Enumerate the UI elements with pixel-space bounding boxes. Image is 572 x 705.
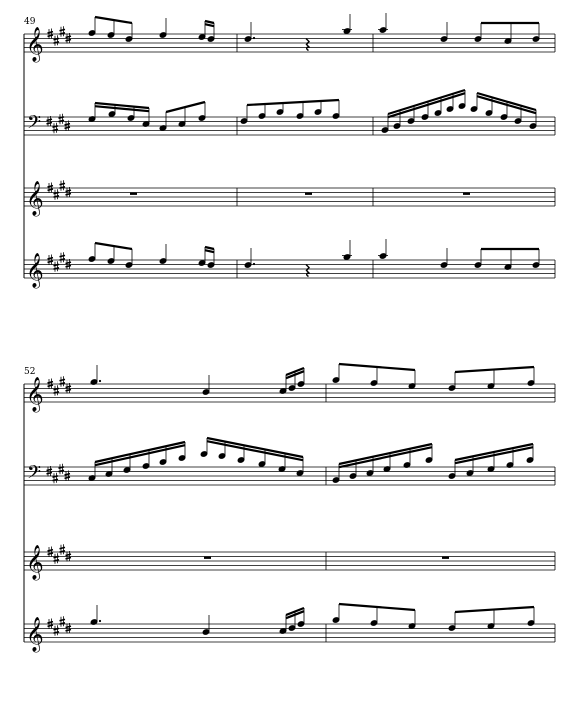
sharp-icon (60, 180, 66, 191)
sharp-icon (60, 252, 66, 263)
beam (95, 243, 132, 249)
bass-clef-icon: 𝄢 (27, 112, 42, 138)
beam (205, 247, 214, 249)
sharp-icon (54, 553, 60, 564)
beam (95, 442, 185, 462)
sharp-icon (59, 464, 65, 475)
beam (95, 17, 132, 23)
treble-clef-icon: 𝄞 (26, 545, 44, 580)
beam (166, 102, 205, 112)
treble-clef-icon: 𝄞 (26, 27, 44, 62)
beam (388, 93, 465, 117)
whole-rest-icon (442, 557, 449, 559)
augmentation-dot (253, 263, 255, 265)
measure-number-52: 52 (24, 367, 36, 377)
sharp-icon (54, 35, 60, 46)
beam (205, 24, 214, 26)
measure-number-49: 49 (24, 17, 36, 27)
beam (95, 445, 185, 465)
whole-rest-icon (130, 193, 137, 195)
treble-clef-icon: 𝄞 (26, 617, 44, 652)
sharp-icon (60, 544, 66, 555)
beam (477, 96, 536, 113)
sharp-icon (54, 261, 60, 272)
system-1 (24, 13, 555, 289)
beam (477, 93, 536, 110)
sharp-icon (54, 189, 60, 200)
augmentation-dot (253, 37, 255, 39)
beam (339, 444, 432, 464)
system-2 (24, 364, 555, 653)
sharp-icon (53, 123, 59, 134)
quarter-rest-icon (306, 39, 310, 51)
augmentation-dot (99, 380, 101, 382)
beam (205, 21, 214, 23)
whole-rest-icon (204, 557, 211, 559)
beam (205, 250, 214, 252)
beam (455, 607, 534, 612)
sharp-icon (60, 376, 66, 387)
augmentation-dot (99, 620, 101, 622)
sharp-icon (54, 625, 60, 636)
beam (247, 100, 339, 105)
beam (388, 90, 465, 114)
sharp-icon (54, 385, 60, 396)
sharp-icon (60, 616, 66, 627)
treble-clef-icon: 𝄞 (26, 377, 44, 412)
bass-clef-icon: 𝄢 (27, 462, 42, 488)
quarter-rest-icon (306, 265, 310, 277)
whole-rest-icon (305, 193, 312, 195)
treble-clef-icon: 𝄞 (26, 181, 44, 216)
treble-clef-icon: 𝄞 (26, 253, 44, 288)
beam (339, 447, 432, 467)
sharp-icon (60, 26, 66, 37)
beam (455, 367, 534, 372)
sharp-icon (59, 114, 65, 125)
sharp-icon (53, 473, 59, 484)
whole-rest-icon (463, 193, 470, 195)
